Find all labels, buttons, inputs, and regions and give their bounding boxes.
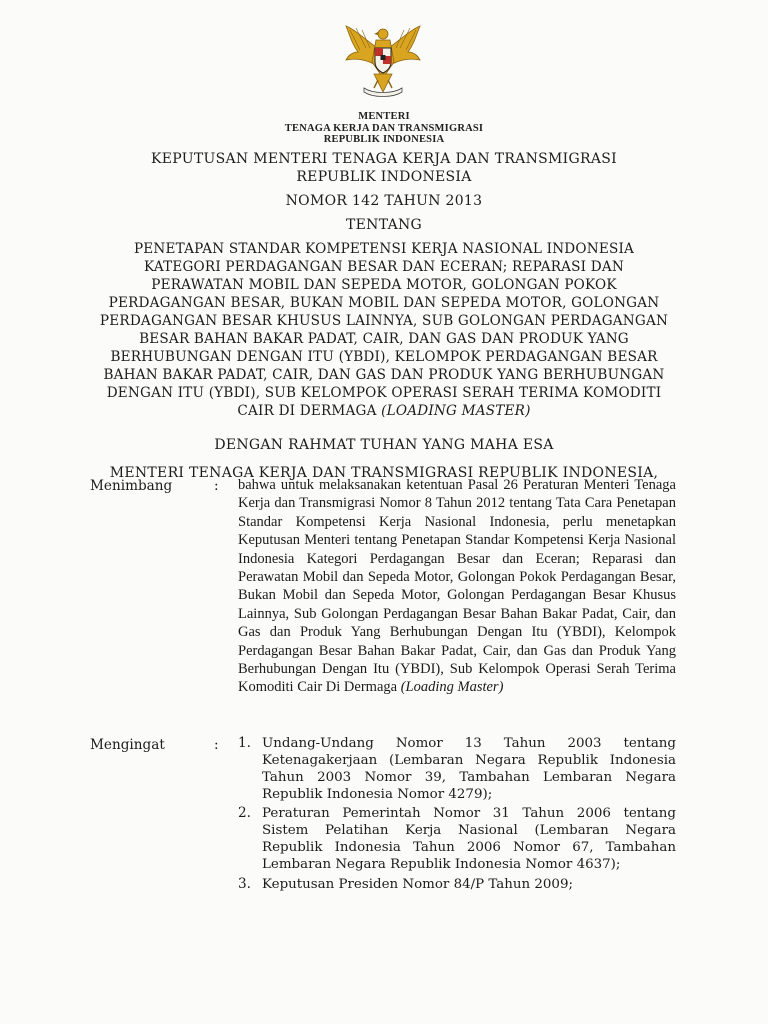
subject-line: PERDAGANGAN BESAR, BUKAN MOBIL DAN SEPEDA MOTOR, GOLONGAN <box>108 295 660 311</box>
subject-line: BAHAN BAKAR PADAT, CAIR, DAN GAS DAN PRODUK YANG BERHUBUNGAN <box>103 367 665 383</box>
mengingat-item-text: Keputusan Presiden Nomor 84/P Tahun 2009; <box>262 877 573 892</box>
decree-title-line2: REPUBLIK INDONESIA <box>296 169 472 185</box>
mengingat-item-number: 1. <box>238 735 251 751</box>
subject-line-last <box>40 402 728 420</box>
menimbang-label: Menimbang <box>90 478 173 494</box>
subject-line: BESAR BAHAN BAKAR PADAT, CAIR, DAN GAS DAN PRODUK YANG <box>139 331 629 347</box>
decree-title-line1: KEPUTUSAN MENTERI TENAGA KERJA DAN TRANSMIGRASI <box>151 151 617 167</box>
subject-line: PENETAPAN STANDAR KOMPETENSI KERJA NASIONAL INDONESIA <box>133 241 635 257</box>
decree-number: NOMOR 142 TAHUN 2013 <box>285 193 483 209</box>
rahmat-line: DENGAN RAHMAT TUHAN YANG MAHA ESA <box>214 437 554 453</box>
minister-line: MENTERI TENAGA KERJA DAN TRANSMIGRASI REPUBLIK INDONESIA, <box>109 465 659 481</box>
menimbang-text: bahwa untuk melaksanakan ketentuan Pasal 26 Peraturan Menteri Tenaga Kerja dan Transmigrasi Nomor 8 Tahun 2012 tentang Tata Cara Penetapan Standar Kompetensi Kerja Nasional Indonesia, perlu menetapkan Keputusan Menteri tentang Penetapan Standar Kompetensi Kerja Nasional Indonesia Kategori Perdagangan Besar dan Eceran; Reparasi dan Perawatan Mobil dan Sepeda Motor, Golongan Pokok Perdagangan Besar, Bukan Mobil dan Sepeda Motor, Golongan Perdagangan Besar Khusus Lainnya, Sub Golongan Perdagangan Besar Bahan Bakar Padat, Cair, dan Gas dan Produk Yang Berhubungan Dengan Itu (YBDI), Kelompok Perdagangan Besar Bahan Bakar Padat, Cair, dan Gas dan Produk Yang Berhubungan Dengan Itu (YBDI), Sub Kelompok Operasi Serah Terima Komoditi Cair Di Dermaga <box>238 477 676 696</box>
mengingat-item-number: 3. <box>238 876 251 892</box>
subject-line: PERDAGANGAN BESAR KHUSUS LAINNYA, SUB GOLONGAN PERDAGANGAN <box>99 313 669 329</box>
letterhead-country: REPUBLIK INDONESIA <box>323 134 445 145</box>
letterhead-ministry: TENAGA KERJA DAN TRANSMIGRASI <box>284 123 484 134</box>
mengingat-item-text: Peraturan Pemerintah Nomor 31 Tahun 2006 tentang Sistem Pelatihan Kerja Nasional (Lembaran Negara Republik Indonesia Tahun 2006 Nomor 67, Tambahan Lembaran Negara Republik Indonesia Nomor 4637); <box>262 806 676 872</box>
mengingat-item-text: Undang-Undang Nomor 13 Tahun 2003 tentang Ketenagakerjaan (Lembaran Negara Republik Indonesia Tahun 2003 Nomor 39, Tambahan Lembaran Negara Republik Indonesia Nomor 4279); <box>262 736 676 802</box>
menimbang-paragraph <box>238 476 676 697</box>
letterhead-minister: MENTERI <box>358 111 410 122</box>
menimbang-italic: (Loading Master) <box>400 679 504 696</box>
mengingat-item-number: 2. <box>238 805 251 821</box>
subject-line: BERHUBUNGAN DENGAN ITU (YBDI), KELOMPOK PERDAGANGAN BESAR <box>110 349 658 365</box>
subject-last-italic: (LOADING MASTER) <box>381 403 531 419</box>
subject-line: KATEGORI PERDAGANGAN BESAR DAN ECERAN; REPARASI DAN <box>144 259 624 275</box>
subject-last-text: CAIR DI DERMAGA <box>237 403 377 419</box>
tentang-heading: TENTANG <box>345 217 423 233</box>
subject-line: PERAWATAN MOBIL DAN SEPEDA MOTOR, GOLONGAN POKOK <box>151 277 617 293</box>
mengingat-label: Mengingat <box>90 737 165 753</box>
garuda-emblem-logo <box>338 22 428 100</box>
subject-line: DENGAN ITU (YBDI), SUB KELOMPOK OPERASI SERAH TERIMA KOMODITI <box>106 385 662 401</box>
mengingat-colon: : <box>214 737 219 753</box>
menimbang-colon: : <box>214 478 219 494</box>
